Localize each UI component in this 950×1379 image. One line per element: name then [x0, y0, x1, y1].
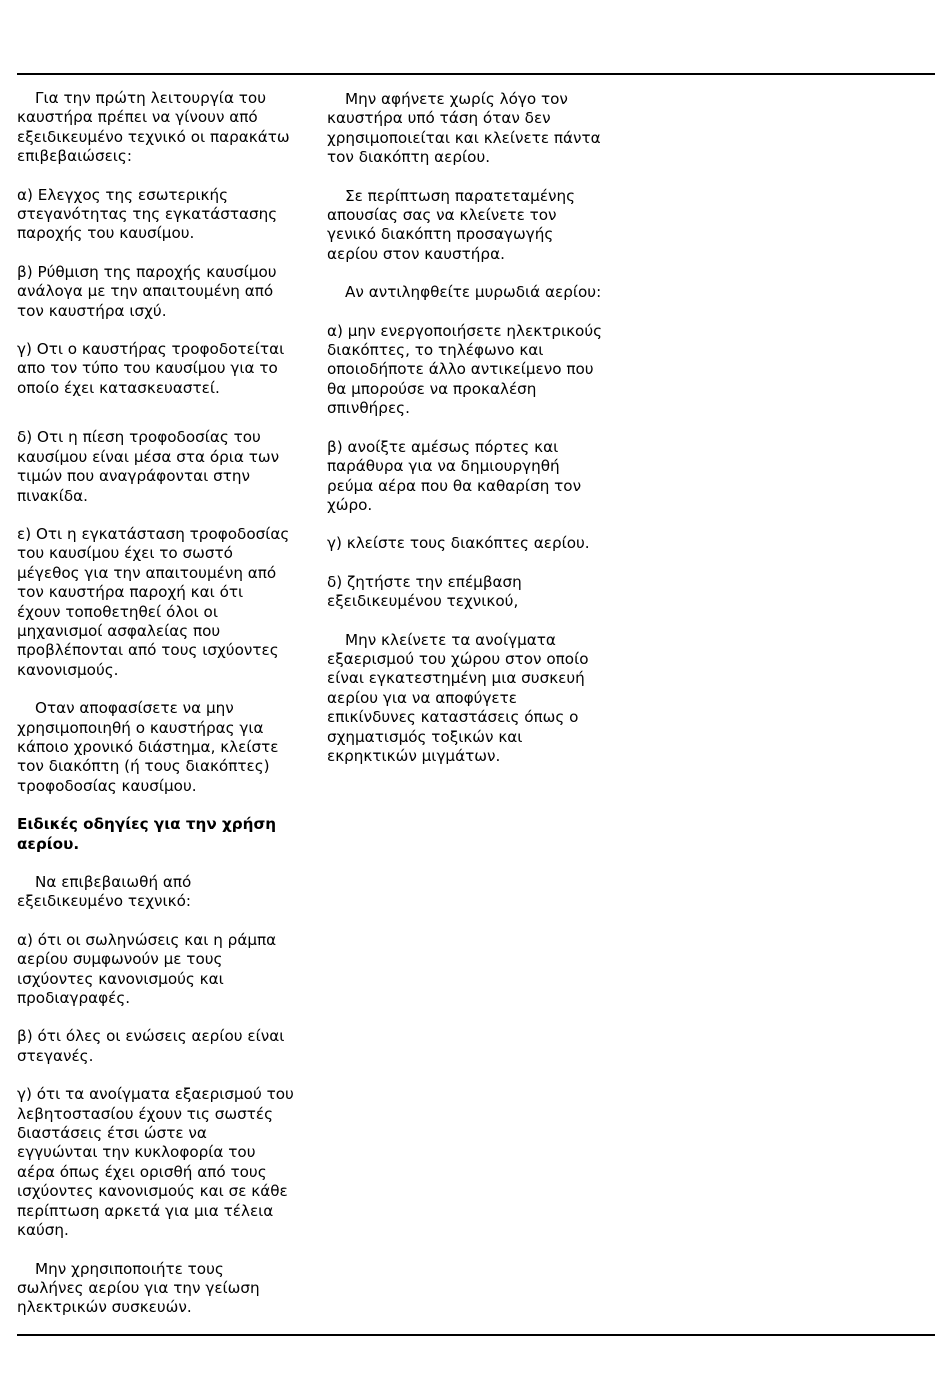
- smell-item-d: δ) ζητήστε την επέμβαση εξειδικευμένου τεχνικού,: [327, 572, 522, 611]
- intro-paragraph: Για την πρώτη λειτουργία του καυστήρα πρέπει να γίνουν από εξειδικευμένο τεχνικό οι παρακάτω επιβεβαιώσεις:: [17, 89, 290, 166]
- check-item-a: α) Ελεγχος της εσωτερικής στεγανότητας της εγκατάστασης παροχής του καυσίμου.: [17, 185, 278, 243]
- check-item-e: ε) Οτι η εγκατάσταση τροφοδοσίας του καυσίμου έχει το σωστό μέγεθος για την απαιτουμένη από τον καυστήρα παροχή και ότι έχουν τοποθετηθεί όλοι οι μηχανισμοί ασφαλείας που προβλέπονται από τους ισχύοντες κανονισμούς.: [17, 524, 290, 679]
- grounding-warning: Μην χρησιποποιήτε τους σωλήνες αερίου για την γείωση ηλεκτρικών συσκευών.: [17, 1259, 260, 1317]
- gas-item-c: γ) ότι τα ανοίγματα εξαερισμού του λεβητοστασίου έχουν τις σωστές διαστάσεις έτσι ώστε να εγγυώνται την κυκλοφορία του αέρα όπως έχει ορισθή από τους ισχύοντες κανονισμούς και σε κάθε περίπτωση αρκετά για μια τέλεια καύση.: [17, 1085, 294, 1240]
- top-rule: [17, 73, 935, 75]
- left-column: [17, 89, 317, 1318]
- gas-item-a: α) ότι οι σωληνώσεις και η ράμπα αερίου συμφωνούν με τους ισχύοντες κανονισμούς και προδιαγραφές.: [17, 930, 277, 1008]
- gas-item-b: β) ότι όλες οι ενώσεις αερίου είναι στεγανές.: [17, 1027, 285, 1065]
- ventilation-warning: Μην κλείνετε τα ανοίγματα εξαερισμού του χώρου στον οποίο είναι εγκατεστημένη μια συσκευή αερίου για να αποφύγετε επικίνδυνες καταστάσεις όπως ο σχηματισμός τοξικών και εκρηκτικών μιγμάτων.: [327, 630, 589, 765]
- absence-warning: Σε περίπτωση παρατεταμένης απουσίας σας να κλείνετε τον γενικό διακόπτη προσαγωγής αερίου στον καυστήρα.: [327, 186, 576, 263]
- check-item-c: γ) Οτι ο καυστήρας τροφοδοτείται απο τον τύπο του καυσίμου για το οποίο έχει κατασκευαστεί.: [17, 340, 285, 397]
- right-column: [327, 90, 627, 766]
- smell-item-c: γ) κλείστε τους διακόπτες αερίου.: [327, 534, 590, 553]
- gas-intro-paragraph: Να επιβεβαιωθή από εξειδικευμένο τεχνικό:: [17, 873, 192, 911]
- check-item-d: δ) Οτι η πίεση τροφοδοσίας του καυσίμου είναι μέσα στα όρια των τιμών που αναγράφονται στην πινακίδα.: [17, 428, 280, 505]
- check-item-b: β) Ρύθμιση της παροχής καυσίμου ανάλογα με την απαιτουμένη από τον καυστήρα ισχύ.: [17, 262, 277, 320]
- bottom-rule: [17, 1334, 935, 1336]
- gas-section-heading: Ειδικές οδηγίες για την χρήση αερίου.: [17, 815, 277, 853]
- power-warning: Μην αφήνετε χωρίς λόγο τον καυστήρα υπό τάση όταν δεν χρησιμοποιείται και κλείνετε πάντα τον διακόπτη αερίου.: [327, 90, 601, 167]
- smell-item-a: α) μην ενεργοποιήσετε ηλεκτρικούς διακόπτες, το τηλέφωνο και οποιοδήποτε άλλο αντικείμενο που θα μπορούσε να προκαλέση σπινθήρες.: [327, 321, 603, 418]
- smell-item-b: β) ανοίξτε αμέσως πόρτες και παράθυρα για να δημιουργηθή ρεύμα αέρα που θα καθαρίση τον χώρο.: [327, 437, 582, 514]
- shutdown-paragraph: Οταν αποφασίσετε να μην χρησιμοποιηθή ο καυστήρας για κάποιο χρονικό διάστημα, κλείστε τον διακόπτη (ή τους διακόπτες) τροφοδοσίας καυσίμου.: [17, 699, 279, 795]
- gas-smell-heading: Αν αντιληφθείτε μυρωδιά αερίου:: [345, 283, 602, 302]
